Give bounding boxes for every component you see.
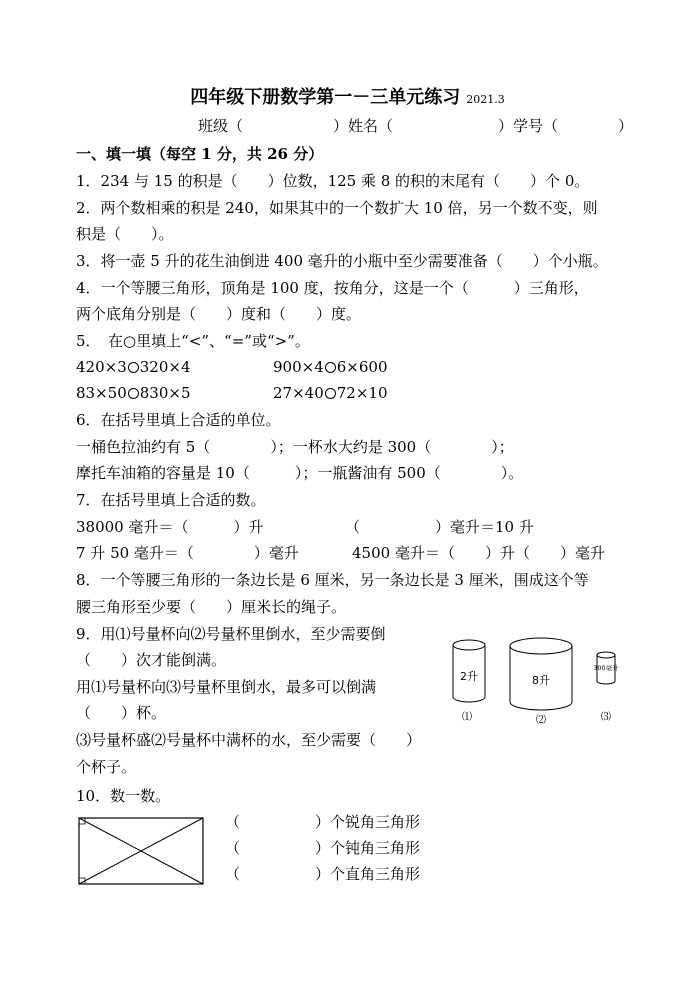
- compare-right: 320×4: [139, 358, 191, 376]
- compare-circle[interactable]: [325, 362, 336, 373]
- compare-left: 83×50: [76, 384, 127, 402]
- page-title: [0, 87, 695, 111]
- question-7-c: 7 升 50 毫升＝（ ）毫升: [76, 544, 299, 562]
- obtuse-triangle-count: （ ）个钝角三角形: [225, 839, 421, 857]
- compare-right: 6×600: [336, 358, 388, 376]
- question-4-line-1: 4．一个等腰三角形，顶角是 100 度，按角分，这是一个（ ）三角形，: [76, 279, 589, 297]
- compare-item-4: [273, 383, 388, 403]
- question-8-line-2: 腰三角形至少要（ ）厘米长的绳子。: [76, 598, 347, 616]
- question-1: 1．234 与 15 的积是（ ）位数，125 乘 8 的积的末尾有（ ）个 0。: [76, 172, 590, 190]
- title-date: 2021.3: [466, 93, 505, 106]
- compare-left: 900×4: [273, 358, 324, 376]
- right-triangle-count: （ ）个直角三角形: [225, 865, 421, 883]
- compare-item-3: [76, 383, 191, 403]
- question-9-line-1: 9．用⑴号量杯向⑵号量杯里倒水，至少需要倒: [76, 625, 386, 643]
- question-9-line-6: 个杯子。: [76, 758, 137, 776]
- compare-circle[interactable]: [325, 388, 336, 399]
- title-text: 四年级下册数学第一－三单元练习: [190, 87, 461, 108]
- cup-1: [453, 640, 485, 723]
- compare-left: 27×40: [273, 384, 324, 402]
- question-7-b: （ ）毫升＝10 升: [345, 518, 534, 536]
- measuring-cups-figure: [440, 630, 630, 730]
- question-9-line-2: （ ）次才能倒满。: [76, 651, 227, 669]
- question-9-line-5: ⑶号量杯盛⑵号量杯中满杯的水，至少需要（ ）: [76, 731, 422, 749]
- question-3: 3．将一壶 5 升的花生油倒进 400 毫升的小瓶中至少需要准备（ ）个小瓶。: [76, 252, 608, 270]
- question-6-line-2: 摩托车油箱的容量是 10（ ）；一瓶酱油有 500（ ）。: [76, 464, 524, 482]
- student-info-line: 班级（ ）姓名（ ）学号（ ）: [198, 117, 634, 135]
- cup-1-label: 2升: [460, 670, 478, 683]
- cup-3-caption: ⑶: [601, 712, 611, 723]
- question-2-line-2: 积是（ ）。: [76, 225, 174, 243]
- triangle-count-figure: [76, 815, 208, 888]
- question-5: 5． 在○里填上“<”、“=”或“>”。: [76, 332, 310, 350]
- cup-2-caption: ⑵: [536, 715, 546, 726]
- compare-circle[interactable]: [128, 362, 139, 373]
- question-8-line-1: 8．一个等腰三角形的一条边长是 6 厘米，另一条边长是 3 厘米，围成这个等: [76, 571, 589, 589]
- question-9-line-3: 用⑴号量杯向⑶号量杯里倒水，最多可以倒满: [76, 678, 377, 696]
- compare-left: 420×3: [76, 358, 127, 376]
- question-6: 6．在括号里填上合适的单位。: [76, 411, 281, 429]
- compare-right: 830×5: [139, 384, 191, 402]
- section-1-heading: 一、填一填（每空 1 分，共 26 分）: [76, 145, 324, 163]
- cup-3-label: 300毫升: [593, 664, 619, 672]
- cup-3: [593, 652, 619, 723]
- cup-2: [510, 638, 572, 726]
- compare-circle[interactable]: [128, 388, 139, 399]
- question-4-line-2: 两个底角分别是（ ）度和（ ）度。: [76, 305, 362, 323]
- question-9-line-4: （ ）杯。: [76, 704, 167, 722]
- cup-2-label: 8升: [532, 674, 550, 687]
- question-7-a: 38000 毫升＝（ ）升: [76, 518, 264, 536]
- compare-item-2: [273, 357, 388, 377]
- compare-item-1: [76, 357, 191, 377]
- question-2-line-1: 2．两个数相乘的积是 240，如果其中的一个数扩大 10 倍，另一个数不变，则: [76, 199, 598, 217]
- acute-triangle-count: （ ）个锐角三角形: [225, 813, 421, 831]
- question-6-line-1: 一桶色拉油约有 5（ ）；一杯水大约是 300（ ）；: [76, 438, 514, 456]
- question-7: 7．在括号里填上合适的数。: [76, 491, 266, 509]
- question-10: 10．数一数。: [76, 787, 171, 805]
- cup-1-caption: ⑴: [462, 712, 472, 723]
- question-7-d: 4500 毫升＝（ ）升（ ）毫升: [352, 544, 605, 562]
- compare-right: 72×10: [336, 384, 388, 402]
